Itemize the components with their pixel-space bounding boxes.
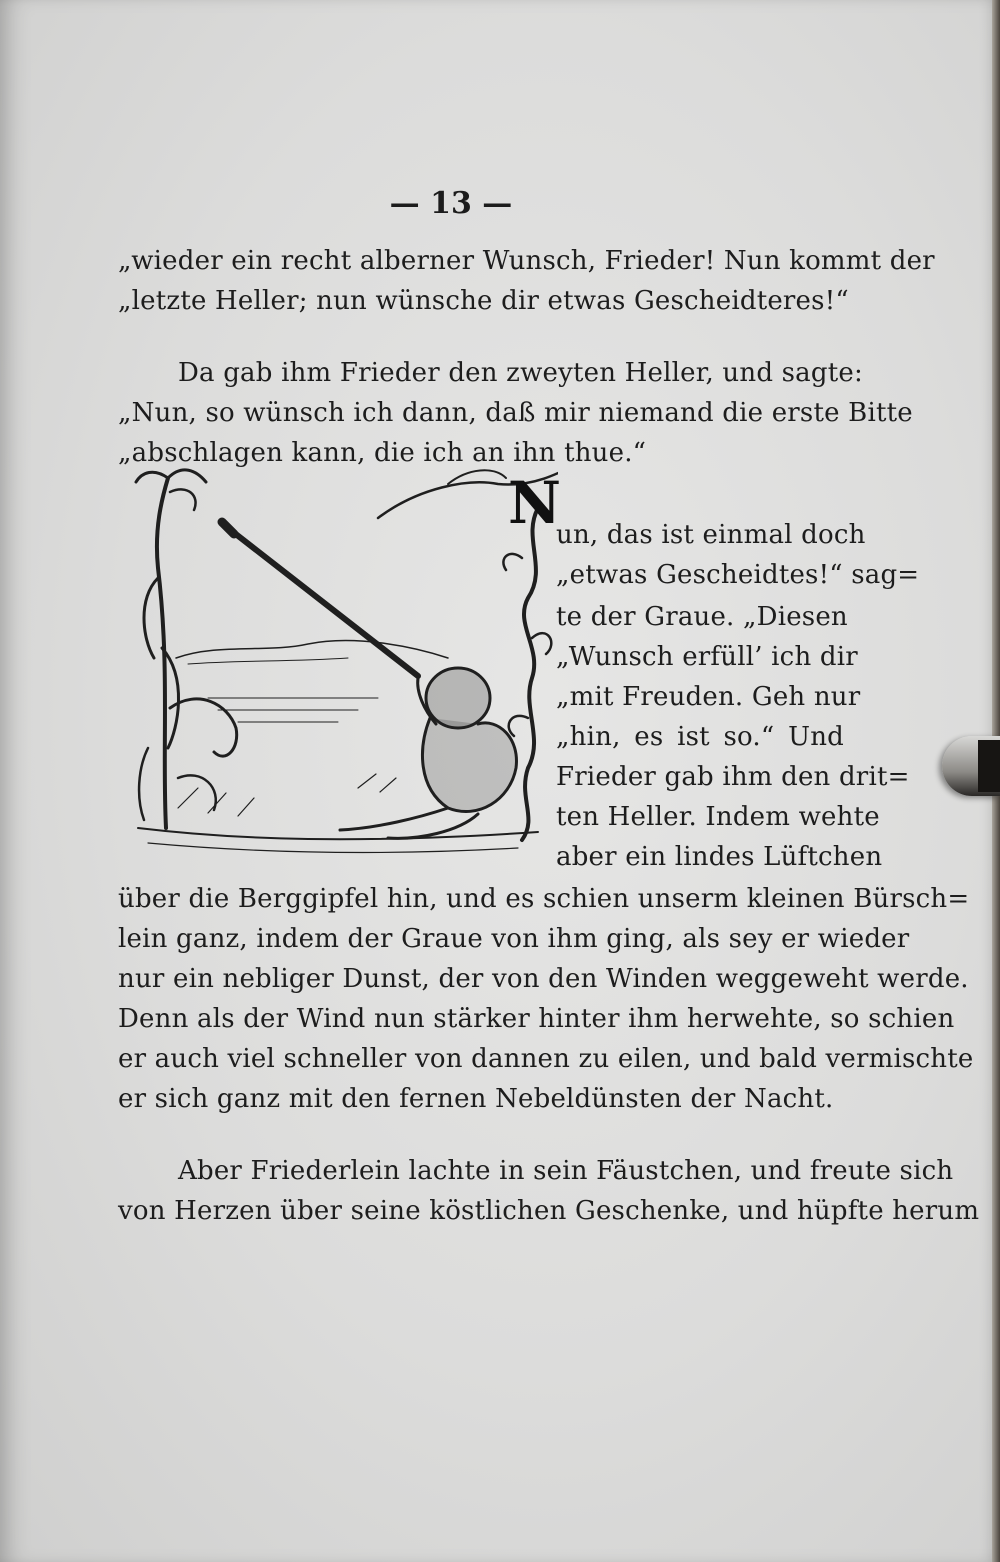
text-line: von Herzen über seine köstlichen Geschenke, und hüpfte herum: [118, 1196, 980, 1226]
text-line: Denn als der Wind nun stärker hinter ihm herwehte, so schien: [118, 1004, 955, 1034]
text-line: Da gab ihm Frieder den zweyten Heller, und sagte:: [178, 358, 863, 388]
book-clasp-shadow: [978, 740, 1000, 792]
text-line: te der Graue. „Diesen: [556, 602, 848, 632]
text-line: lein ganz, indem der Graue von ihm ging, als sey er wieder: [118, 924, 910, 954]
text-line: ten Heller. Indem wehte: [556, 802, 880, 832]
text-line: Aber Friederlein lachte in sein Fäustchen, und freute sich: [178, 1156, 954, 1186]
text-line: „Wunsch erfüll’ ich dir: [556, 642, 858, 672]
text-line: „wieder ein recht alberner Wunsch, Frieder! Nun kommt der: [118, 246, 935, 276]
text-line: nur ein nebliger Dunst, der von den Winden weggeweht werde.: [118, 964, 969, 994]
text-line: über die Berggipfel hin, und es schien unserm kleinen Bürsch=: [118, 884, 970, 914]
page-number: — 13 —: [389, 186, 513, 221]
text-line: „hin, es ist so.“ Und: [556, 722, 844, 752]
engraving-illustration: [118, 448, 558, 868]
text-line: er sich ganz mit den fernen Nebeldünsten der Nacht.: [118, 1084, 834, 1114]
text-line: „Nun, so wünsch ich dann, daß mir niemand die erste Bitte: [118, 398, 913, 428]
text-line: „abschlagen kann, die ich an ihn thue.“: [118, 438, 647, 468]
text-line: er auch viel schneller von dannen zu eilen, und bald vermischte: [118, 1044, 974, 1074]
text-line: Frieder gab ihm den drit=: [556, 762, 910, 792]
text-line: „etwas Gescheidtes!“ sag=: [556, 560, 920, 590]
text-line: „mit Freuden. Geh nur: [556, 682, 861, 712]
text-line: „letzte Heller; nun wünsche dir etwas Gescheidteres!“: [118, 286, 849, 316]
text-line: un, das ist einmal doch: [556, 520, 866, 550]
text-line: aber ein lindes Lüftchen: [556, 842, 883, 872]
drop-cap: N: [508, 469, 562, 537]
